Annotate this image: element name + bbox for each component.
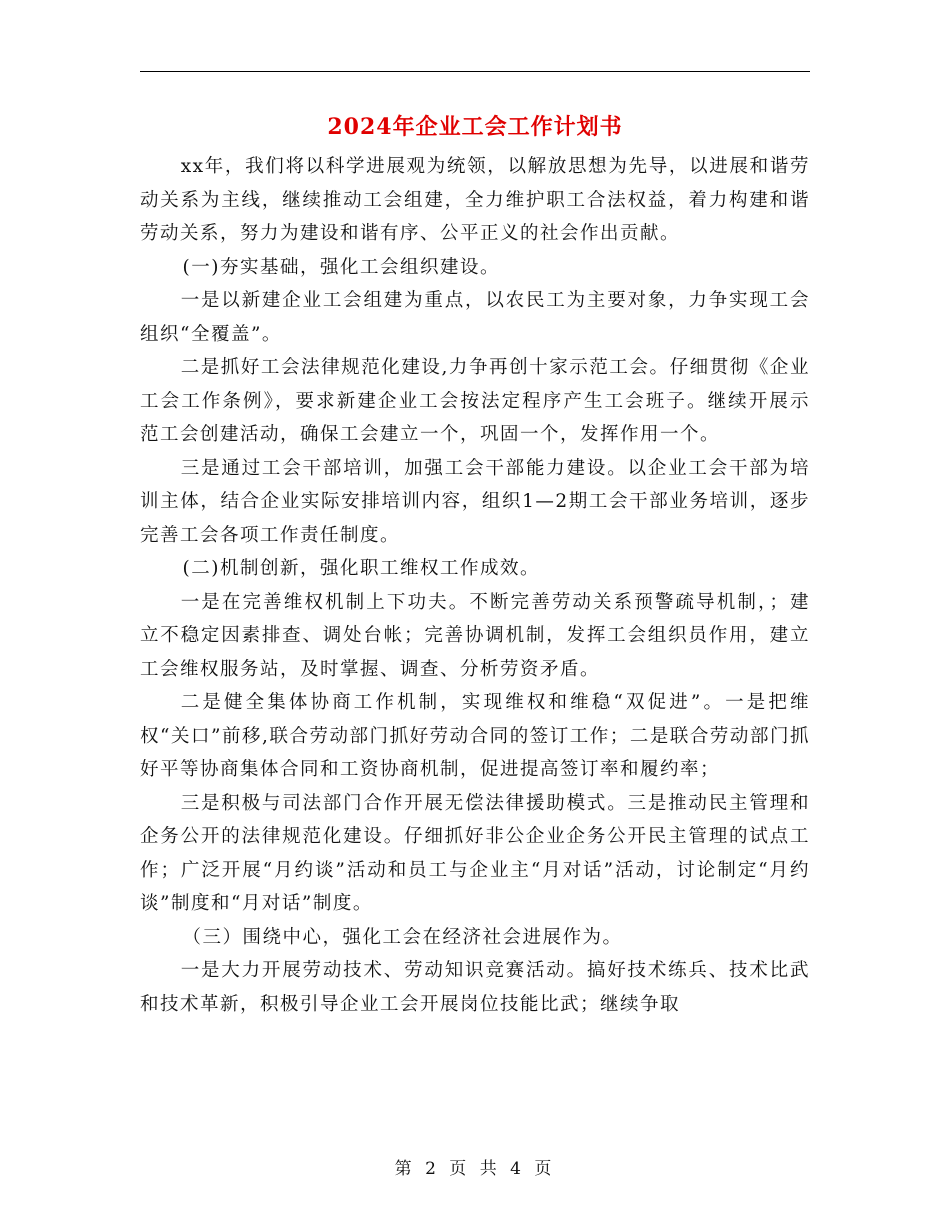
paragraph: 一是大力开展劳动技术、劳动知识竞赛活动。搞好技术练兵、技术比武和技术革新，积极引导企业工会开展岗位技能比武；继续争取 [140, 960, 810, 1015]
document-body [140, 150, 810, 1021]
paragraph: 二是健全集体协商工作机制，实现维权和维稳“双促进”。一是把维权“关口”前移,联合劳动部门抓好劳动合同的签订工作；二是联合劳动部门抓好平等协商集体合同和工资协商机制，促进提高签订率和履约率； [140, 692, 810, 780]
page-number: 第 2 页 共 4 页 [394, 1159, 556, 1179]
paragraph: 一是以新建企业工会组建为重点，以农民工为主要对象，力争实现工会组织“全覆盖”。 [140, 290, 810, 345]
section-heading-1: (一)夯实基础，强化工会组织建设。 [182, 256, 500, 278]
header-rule [140, 71, 810, 72]
paragraph: 三是通过工会干部培训，加强工会干部能力建设。以企业工会干部为培训主体，结合企业实际安排培训内容，组织1—2期工会干部业务培训，逐步完善工会各项工作责任制度。 [140, 457, 810, 546]
section-heading-2: (二)机制创新，强化职工维权工作成效。 [182, 558, 540, 579]
paragraph-intro: xx年，我们将以科学进展观为统领，以解放思想为先导，以进展和谐劳动关系为主线，继续推动工会组建，全力维护职工合法权益，着力构建和谐劳动关系，努力为建设和谐有序、公平正义的社会作出贡献。 [140, 156, 810, 244]
section-heading-3: （三）围绕中心，强化工会在经济社会进展作为。 [182, 926, 623, 948]
paragraph: 二是抓好工会法律规范化建设,力争再创十家示范工会。仔细贯彻《企业工会工作条例》，要求新建企业工会按法定程序产生工会班子。继续开展示范工会创建活动，确保工会建立一个，巩固一个，发挥作用一个。 [140, 357, 810, 445]
document-title: 2024年企业工会工作计划书 [327, 114, 623, 140]
paragraph: 三是积极与司法部门合作开展无偿法律援助模式。三是推动民主管理和企务公开的法律规范化建设。仔细抓好非公企业企务公开民主管理的试点工作；广泛开展“月约谈”活动和员工与企业主“月对话”活动，讨论制定“月约谈”制度和“月对话”制度。 [140, 792, 810, 914]
paragraph: 一是在完善维权机制上下功夫。不断完善劳动关系预警疏导机制，；建立不稳定因素排查、调处台帐；完善协调机制，发挥工会组织员作用，建立工会维权服务站，及时掌握、调查、分析劳资矛盾。 [140, 591, 810, 680]
